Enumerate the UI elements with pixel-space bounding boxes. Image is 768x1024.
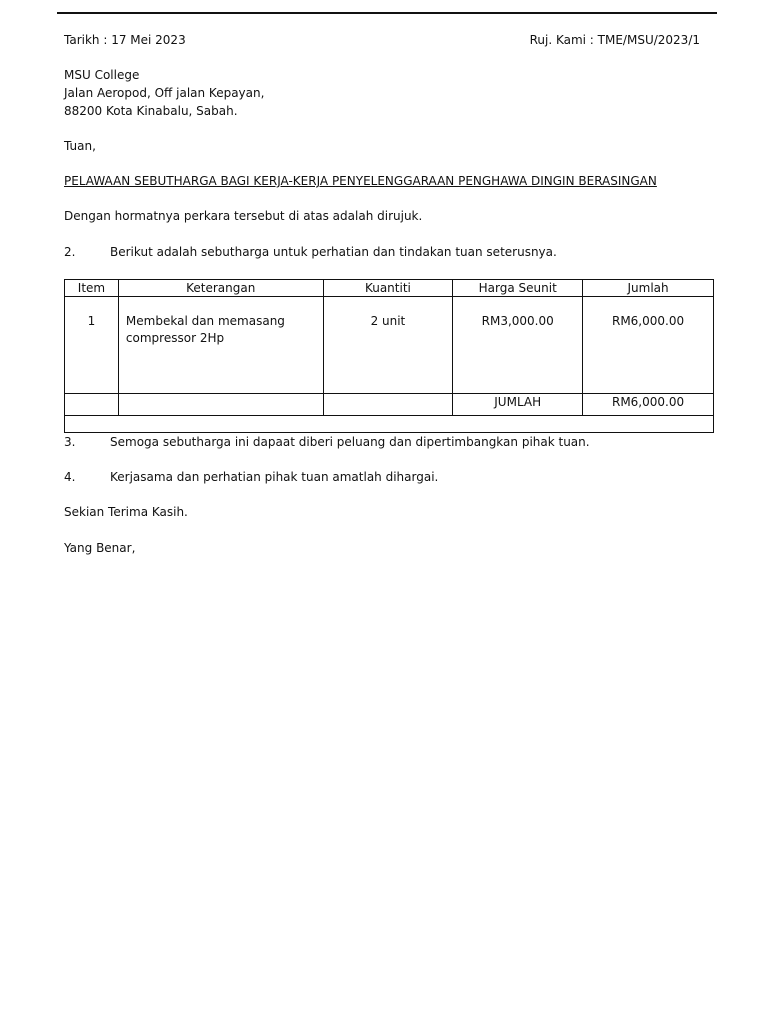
salutation: Tuan, <box>64 139 96 153</box>
recipient-address-line2: 88200 Kota Kinabalu, Sabah. <box>64 104 238 118</box>
description-line: Membekal dan memasang <box>125 314 285 328</box>
table-row <box>65 297 714 394</box>
header-amount: Jumlah <box>583 280 714 297</box>
closing-line: Sekian Terima Kasih. <box>64 505 188 519</box>
cell-description <box>118 297 323 394</box>
cell-unit-price: RM3,000.00 <box>453 297 583 394</box>
recipient-address-line1: Jalan Aeropod, Off jalan Kepayan, <box>64 86 265 100</box>
empty-cell <box>323 394 453 416</box>
paragraph-text: Semoga sebutharga ini dapaat diberi peluang dan dipertimbangkan pihak tuan. <box>110 435 590 449</box>
empty-cell <box>65 416 714 433</box>
total-row <box>65 394 714 416</box>
paragraph-number: 3. <box>64 435 76 449</box>
signoff-line: Yang Benar, <box>64 541 136 555</box>
empty-cell <box>65 394 119 416</box>
recipient-name: MSU College <box>64 68 140 82</box>
quotation-table <box>64 279 714 433</box>
letter-date: Tarikh : 17 Mei 2023 <box>64 33 186 47</box>
header-unit-price: Harga Seunit <box>453 280 583 297</box>
table-header-row <box>65 280 714 297</box>
cell-quantity: 2 unit <box>323 297 453 394</box>
paragraph-text: Kerjasama dan perhatian pihak tuan amatlah dihargai. <box>110 470 439 484</box>
subject-heading: PELAWAAN SEBUTHARGA BAGI KERJA-KERJA PENYELENGGARAAN PENGHAWA DINGIN BERASINGAN <box>64 174 657 188</box>
letter-reference: Ruj. Kami : TME/MSU/2023/1 <box>529 33 700 47</box>
total-value: RM6,000.00 <box>583 394 714 416</box>
paragraph-number: 4. <box>64 470 76 484</box>
cell-amount: RM6,000.00 <box>583 297 714 394</box>
header-item: Item <box>65 280 119 297</box>
blank-row <box>65 416 714 433</box>
intro-paragraph: Dengan hormatnya perkara tersebut di atas adalah dirujuk. <box>64 209 423 223</box>
header-description: Keterangan <box>118 280 323 297</box>
total-label: JUMLAH <box>453 394 583 416</box>
empty-cell <box>118 394 323 416</box>
top-rule <box>57 12 717 14</box>
paragraph-number: 2. <box>64 245 76 259</box>
description-line: compressor 2Hp <box>125 331 225 345</box>
paragraph-text: Berikut adalah sebutharga untuk perhatian dan tindakan tuan seterusnya. <box>110 245 557 259</box>
header-quantity: Kuantiti <box>323 280 453 297</box>
cell-item: 1 <box>65 297 119 394</box>
